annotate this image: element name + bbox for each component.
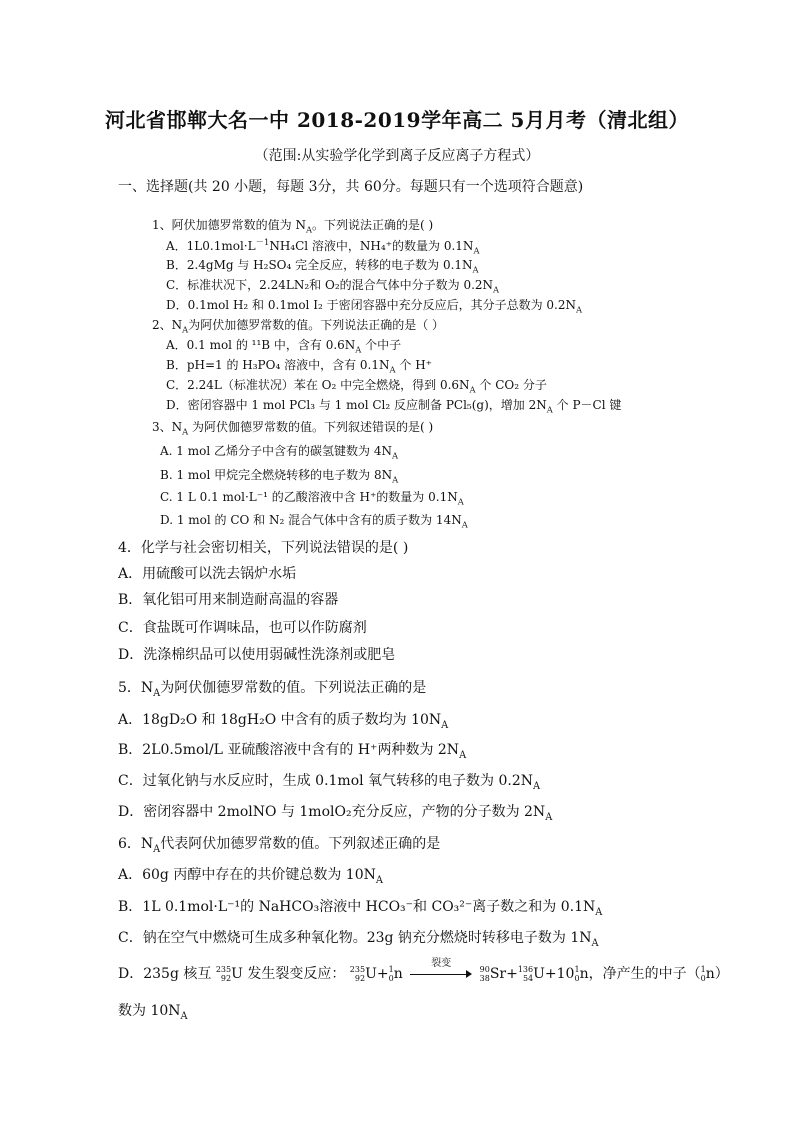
q3-option-c: C. 1 L 0.1 mol·L⁻¹ 的乙酸溶液中含 H⁺的数量为 $0.1N_A$ [160,490,464,507]
q1-stem: 1、阿伏加德罗常数的值为 $N_A$。下列说法正确的是( ) [152,218,434,235]
q6-option-a: A．60g 丙醇中存在的共价键总数为 $10N_A$ [118,867,383,886]
q2-option-d: D．密闭容器中 1 mol PCl₃ 与 1 mol Cl₂ 反应制备 PCl₅(g)，增加 $2N_A$ 个 P－Cl 键 [166,398,622,415]
reaction-x136: 136 54 [517,965,534,983]
page-subtitle: （范围:从实验学化学到离子反应离子方程式） [254,148,540,164]
nuclide-u235: 235 92 [215,965,232,983]
q6-option-d-cont: 数为 $10N_A$ [118,1003,188,1022]
q2-stem: 2、$N_A$为阿伏加德罗常数的值。下列说法正确的是（ ） [152,318,445,335]
q3-option-a: A. 1 mol 乙烯分子中含有的碳氢键数为 $4N_A$ [160,444,399,461]
q6-option-b: B．1L 0.1mol·L⁻¹的 NaHCO₃溶液中 HCO₃⁻和 CO₃²⁻离子数之和为 $0.1N_A$ [118,899,603,918]
q3-stem: 3、$N_A$ 为阿伏伽德罗常数的值。下列叙述错误的是( ) [152,420,434,437]
q6-stem: 6．$N_A$代表阿伏加德罗常数的值。下列叙述正确的是 [118,836,441,855]
section-heading: 一、选择题(共 20 小题，每题 3分，共 60分。每题只有一个选项符合题意) [118,179,584,195]
reaction-neutron: 1 0 [388,965,394,983]
q6-option-d: D．235g 核互 235 92 U 发生裂变反应： 235 92 U+ 1 0 n 裂变 90 38 Sr+ 136 54 U+10 1 0 n，净产生的中子（ 1 0 n） [118,958,729,983]
q5-option-a: A．18gD₂O 和 18gH₂O 中含有的质子数均为 $10N_A$ [118,712,449,731]
fission-arrow: 裂变 [410,967,472,981]
q5-option-d: D．密闭容器中 2molNO 与 1molO₂充分反应，产物的分子数为 $2N_A$ [118,804,553,823]
q1-option-d: D．0.1mol H₂ 和 0.1mol I₂ 于密闭容器中充分反应后，其分子总数为 $0.2N_A$ [166,298,583,315]
q5-option-c: C．过氧化钠与水反应时，生成 0.1mol 氧气转移的电子数为 $0.2N_A$ [118,773,541,792]
reaction-sr90: 90 38 [479,965,490,983]
q3-option-b: B. 1 mol 甲烷完全燃烧转移的电子数为 $8N_A$ [160,468,399,485]
q2-option-a: A．0.1 mol 的 ¹¹B 中，含有 $0.6N_A$ 个中子 [166,338,402,355]
reaction-neutron-out: 1 0 [574,965,580,983]
q5-option-b: B．2L0.5mol/L 亚硫酸溶液中含有的 H⁺两种数为 $2N_A$ [118,742,467,761]
q2-option-c: C．2.24L（标准状况）苯在 O₂ 中完全燃烧，得到 $0.6N_A$ 个 CO₂ 分子 [166,378,547,395]
q1-option-c: C．标准状况下，2.24LN₂和 O₂的混合气体中分子数为 $0.2N_A$ [166,278,500,295]
q3-option-d: D. 1 mol 的 CO 和 N₂ 混合气体中含有的质子数为 $14N_A$ [160,513,468,530]
q4-option-d: D．洗涤棉织品可以使用弱碱性洗涤剂或肥皂 [118,647,396,663]
q1-option-b: B．2.4gMg 与 H₂SO₄ 完全反应，转移的电子数为 $0.1N_A$ [166,258,479,275]
q6-option-c: C．钠在空气中燃烧可生成多种氧化物。23g 钠充分燃烧时转移电子数为 $1N_A$ [118,930,599,949]
neutron-symbol: 1 0 [700,965,706,983]
reaction-u235: 235 92 [349,965,366,983]
q4-option-a: A．用硫酸可以洗去锅炉水垢 [118,566,297,582]
page-title: 河北省邯郸大名一中 2018-2019学年高二 5月月考（清北组） [105,108,689,132]
q5-stem: 5．$N_A$为阿伏伽德罗常数的值。下列说法正确的是 [118,680,427,699]
q2-option-b: B．pH=1 的 H₃PO₄ 溶液中，含有 $0.1N_A$ 个 H⁺ [166,358,432,375]
q1-option-a: A．$1L0.1mol\cdot L^{-1}NH_4Cl$ 溶液中，NH₄⁺的数量为 $0.1N_A$ [166,237,480,256]
q4-option-b: B．氧化铝可用来制造耐高温的容器 [118,592,339,608]
q4-stem: 4．化学与社会密切相关，下列说法错误的是( ) [118,540,409,556]
q4-option-c: C．食盐既可作调味品，也可以作防腐剂 [118,620,367,636]
